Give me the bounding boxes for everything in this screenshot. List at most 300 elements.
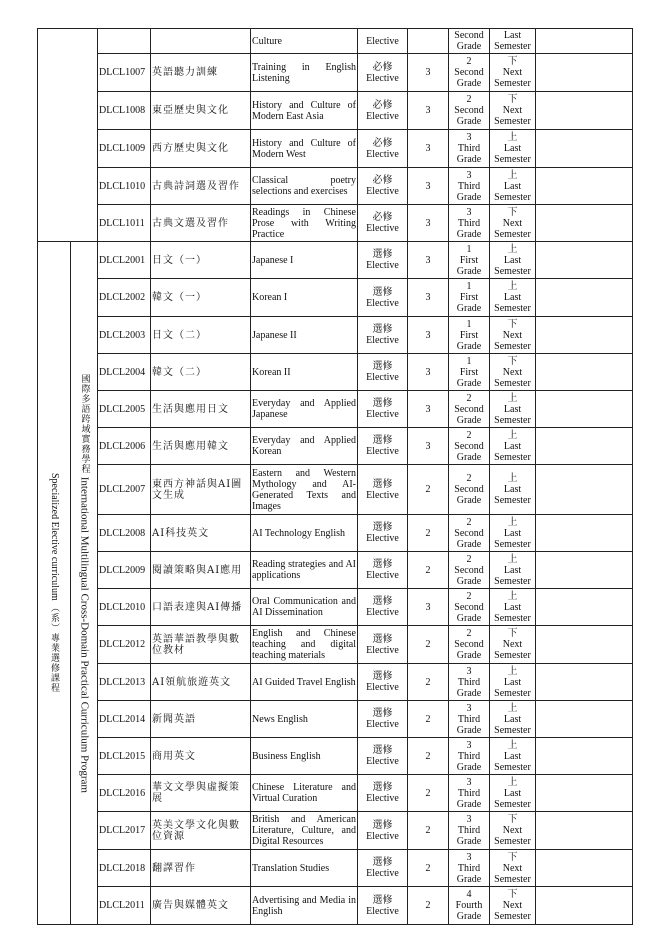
grade-number: 3 [466,851,472,863]
requirement [358,515,408,552]
semester-label: Semester [494,495,531,506]
grade-word: Second [454,527,484,539]
semester-zh: 下 [507,94,518,105]
credits: 2 [408,812,449,850]
requirement [358,465,408,515]
semester [490,812,536,850]
grade [449,279,490,317]
requirement [358,279,408,317]
semester-label: Semester [494,191,531,203]
program-label-en: International Multilingual Cross-Domain Practical Curriculum Program [78,476,91,793]
course-code: DLCL2007 [98,465,151,515]
semester-label: Semester [494,798,531,810]
course-code: DLCL1008 [98,92,151,130]
remarks-cell [536,626,633,664]
requirement-en: Elective [366,719,399,730]
course-code: DLCL2008 [98,515,151,552]
semester-label: Semester [494,575,531,587]
semester-label: Semester [494,911,531,922]
grade-label: Grade [456,451,482,463]
grade-word: Third [457,676,481,688]
semester-word: Last [503,254,522,266]
course-name-en: Korean I [251,279,358,317]
requirement-zh: 選修 [372,559,393,570]
course-name-zh: 古典詩詞選及習作 [151,168,251,205]
requirement [358,626,408,664]
course-name-en: Everyday and Applied Korean [251,428,358,465]
semester [490,465,536,515]
table-row [38,391,633,428]
requirement-zh: 選修 [372,708,393,719]
course-name-zh: 英語聽力訓練 [151,54,251,92]
semester-label: Semester [494,303,531,314]
semester-zh: 下 [507,56,518,67]
semester-word: Last [503,676,522,688]
grade [449,850,490,887]
semester-label: Semester [494,761,531,773]
course-name-en: News English [251,701,358,738]
semester-label: Semester [494,538,531,550]
course-name-zh: 閱讀策略與AI應用 [151,552,251,589]
grade-label: Grade [456,650,482,661]
grade-number: 2 [466,392,472,404]
grade-number: 2 [466,628,472,639]
semester [490,775,536,812]
remarks-cell [536,589,633,626]
table-row [38,279,633,317]
requirement-en: Elective [366,223,399,234]
remarks-cell [536,205,633,242]
grade [449,242,490,279]
grade-word: Second [454,484,484,495]
semester [490,205,536,242]
semester-zh: 上 [507,665,518,677]
grade-number: 3 [466,739,472,751]
grade-number: 3 [466,665,472,677]
grade [449,92,490,130]
course-code: DLCL2015 [98,738,151,775]
grade-label: Grade [456,116,482,127]
grade-label: Grade [456,154,482,165]
grade-number: 2 [466,56,472,67]
requirement [358,29,408,54]
grade-word: Third [457,217,481,229]
semester [490,54,536,92]
semester-zh: 下 [507,851,518,863]
requirement [358,887,408,925]
requirement [358,92,408,130]
credits: 3 [408,589,449,626]
grade-label: Grade [456,836,482,847]
requirement-en: Elective [366,644,399,656]
requirement [358,701,408,738]
course-code: DLCL2001 [98,242,151,279]
remarks-cell [536,391,633,428]
course-name-en: Training in English Listening [251,54,358,92]
semester-label: Semester [494,78,531,89]
course-name-zh: 廣告與媒體英文 [151,887,251,925]
semester [490,701,536,738]
semester-label: Semester [494,451,531,463]
grade-word: Third [457,862,481,874]
grade-number: 3 [466,702,472,714]
semester-label: Semester [494,650,531,661]
grade-label: Grade [456,687,482,699]
remarks-cell [536,354,633,391]
semester-zh: 上 [507,776,518,788]
semester-label: Semester [494,116,531,127]
grade-word: Second [454,67,484,78]
semester [490,29,536,54]
requirement-en: Elective [366,607,399,618]
requirement-en: Elective [366,110,399,122]
semester-word: Next [502,639,523,650]
semester [490,317,536,354]
program-cell [71,242,98,925]
semester-word: Last [503,484,522,495]
grade-number: 1 [466,318,472,330]
semester-word: Next [502,900,523,911]
specialized-elective-label [48,473,60,693]
grade [449,130,490,168]
semester-word: Next [502,825,523,836]
table-row [38,465,633,515]
course-code: DLCL2011 [98,887,151,925]
credits: 3 [408,354,449,391]
credits: 3 [408,130,449,168]
requirement-zh: 必修 [372,175,393,186]
table-row [38,92,633,130]
course-code: DLCL2014 [98,701,151,738]
grade-label: Grade [456,41,482,52]
course-name-zh: 韓文（二） [151,354,251,391]
table-row [38,168,633,205]
course-code: DLCL2013 [98,664,151,701]
grade-number: 2 [466,94,472,105]
grade-word: First [459,329,479,341]
grade [449,775,490,812]
grade-word: Third [457,713,481,725]
semester [490,552,536,589]
requirement-en: Elective [366,830,399,842]
table-row [38,701,633,738]
semester [490,738,536,775]
remarks-cell [536,465,633,515]
course-name-zh: 華文文學與虛擬策展 [151,775,251,812]
requirement-zh: 選修 [372,819,393,831]
semester-label: Semester [494,41,531,52]
credits: 2 [408,701,449,738]
course-name-zh: 翻譯習作 [151,850,251,887]
table-row [38,812,633,850]
table-row [38,130,633,168]
table-row [38,242,633,279]
remarks-cell [536,775,633,812]
credits: 2 [408,552,449,589]
requirement-zh: 選修 [372,398,393,409]
credits: 3 [408,242,449,279]
grade [449,515,490,552]
semester [490,92,536,130]
course-name-zh: 英語華語教學與數位教材 [151,626,251,664]
requirement-zh: 必修 [372,212,393,223]
semester-zh: 上 [507,281,518,292]
semester-word: Last [503,143,522,154]
grade [449,168,490,205]
course-code: DLCL2016 [98,775,151,812]
course-name-en: Chinese Literature and Virtual Curation [251,775,358,812]
requirement-zh: 選修 [372,894,393,906]
requirement-en: Elective [366,868,399,879]
requirement [358,205,408,242]
requirement-zh: 選修 [372,249,393,260]
course-name-zh: 商用英文 [151,738,251,775]
semester [490,626,536,664]
semester-zh: 上 [507,702,518,714]
remarks-cell [536,54,633,92]
course-name-zh: AI科技英文 [151,515,251,552]
remarks-cell [536,317,633,354]
grade-label: Grade [456,761,482,773]
grade-label: Grade [456,191,482,203]
grade-label: Grade [456,724,482,736]
credits: 3 [408,279,449,317]
semester [490,242,536,279]
semester [490,168,536,205]
course-name-en: Translation Studies [251,850,358,887]
requirement-en: Elective [366,756,399,767]
requirement-en: Elective [366,409,399,420]
table-row [38,738,633,775]
credits: 2 [408,887,449,925]
requirement-zh: 選修 [372,671,393,682]
grade [449,812,490,850]
credits: 2 [408,738,449,775]
course-name-zh: 英美文學文化與數位資源 [151,812,251,850]
course-name-zh: 新聞英語 [151,701,251,738]
requirement-en: Elective [366,446,399,457]
course-name-en: History and Culture of Modern West [251,130,358,168]
table-body [38,29,633,925]
requirement-en: Elective [366,35,399,47]
requirement [358,664,408,701]
grade-label: Grade [456,911,482,922]
course-name-en: AI Guided Travel English [251,664,358,701]
credits: 3 [408,54,449,92]
requirement-en: Elective [366,570,399,581]
requirement-en: Elective [366,260,399,271]
course-code: DLCL2003 [98,317,151,354]
semester-word: Last [503,750,522,762]
requirement [358,589,408,626]
grade-label: Grade [456,303,482,314]
course-name-en: Eastern and Western Mythology and AI-Generated Texts and Images [251,465,358,515]
remarks-cell [536,515,633,552]
course-name-en: Japanese I [251,242,358,279]
grade [449,552,490,589]
requirement-en: Elective [366,372,399,383]
table-row [38,552,633,589]
program-label [79,374,90,793]
grade [449,29,490,54]
course-name-zh: 日文（一） [151,242,251,279]
semester-word: Last [503,601,522,613]
remarks-cell [536,552,633,589]
semester-label: Semester [494,228,531,240]
remarks-cell [536,29,633,54]
requirement-zh: 選修 [372,522,393,533]
course-name-zh [151,29,251,54]
semester-word: Next [502,105,523,116]
course-name-zh: 日文（二） [151,317,251,354]
remarks-cell [536,168,633,205]
requirement [358,775,408,812]
grade-word: Third [457,143,481,154]
course-code: DLCL2005 [98,391,151,428]
requirement-en: Elective [366,489,399,501]
requirement-en: Elective [366,72,399,84]
grade [449,664,490,701]
requirement-en: Elective [366,682,399,693]
grade-label: Grade [456,495,482,506]
table-row [38,589,633,626]
course-code: DLCL2009 [98,552,151,589]
specialized-elective-cell [38,242,71,925]
course-code: DLCL2004 [98,354,151,391]
semester-word: Last [503,787,522,799]
course-name-zh: 古典文選及習作 [151,205,251,242]
semester-label: Semester [494,687,531,699]
grade-number: 2 [466,429,472,441]
requirement-zh: 選修 [372,633,393,645]
grade-word: First [459,366,479,378]
course-name-zh: AI領航旅遊英文 [151,664,251,701]
requirement-en: Elective [366,186,399,197]
grade-label: Grade [456,798,482,810]
semester-word: Next [502,217,523,229]
grade-number: 1 [466,355,472,367]
grade-number: 2 [466,516,472,528]
table-row [38,317,633,354]
remarks-cell [536,664,633,701]
semester-zh: 下 [507,206,518,218]
grade-number: 3 [466,132,472,143]
requirement-en: Elective [366,297,399,309]
course-name-en: Advertising and Media in English [251,887,358,925]
requirement-zh: 選修 [372,745,393,756]
credits: 2 [408,850,449,887]
requirement [358,738,408,775]
requirement [358,54,408,92]
credits: 3 [408,428,449,465]
grade [449,701,490,738]
grade-label: Grade [456,873,482,885]
course-code: DLCL2006 [98,428,151,465]
requirement [358,850,408,887]
requirement-en: Elective [366,793,399,804]
requirement-zh: 選修 [372,478,393,490]
semester-zh: 上 [507,590,518,602]
grade-label: Grade [456,265,482,277]
course-code: DLCL2017 [98,812,151,850]
semester-zh: 下 [507,889,518,900]
course-name-en: Business English [251,738,358,775]
semester-zh: 上 [507,473,518,484]
remarks-cell [536,242,633,279]
grade [449,738,490,775]
course-name-zh: 生活與應用日文 [151,391,251,428]
course-name-en: English and Chinese teaching and digital teaching materials [251,626,358,664]
credits: 2 [408,664,449,701]
requirement-zh: 選修 [372,596,393,607]
requirement [358,428,408,465]
grade-number: 4 [466,889,472,900]
semester-word: Next [502,329,523,341]
course-code: DLCL1007 [98,54,151,92]
credits: 2 [408,626,449,664]
credits [408,29,449,54]
remarks-cell [536,130,633,168]
requirement-en: Elective [366,148,399,160]
semester-label: Semester [494,154,531,165]
semester-label: Semester [494,612,531,624]
semester-zh: 上 [507,169,518,181]
requirement-zh: 選修 [372,286,393,298]
semester-zh: 下 [507,355,518,367]
requirement-zh: 必修 [372,61,393,73]
grade [449,391,490,428]
semester-word: Next [502,366,523,378]
grade-word: First [459,292,479,303]
semester-word: Next [502,67,523,78]
requirement-zh: 必修 [372,137,393,149]
table-row [38,29,633,54]
semester-label: Semester [494,340,531,352]
remarks-cell [536,428,633,465]
credits: 3 [408,391,449,428]
grade-number: 2 [466,473,472,484]
grade [449,887,490,925]
requirement [358,317,408,354]
course-code: DLCL2018 [98,850,151,887]
course-code: DLCL2010 [98,589,151,626]
course-code: DLCL1011 [98,205,151,242]
grade-word: Third [457,180,481,192]
grade-number: 3 [466,776,472,788]
course-code: DLCL1009 [98,130,151,168]
semester [490,279,536,317]
course-name-zh: 東西方神話與AI圖文生成 [151,465,251,515]
semester-zh: 上 [507,243,518,255]
grade-label: Grade [456,78,482,89]
requirement [358,354,408,391]
course-name-en: AI Technology English [251,515,358,552]
grade-label: Grade [456,575,482,587]
curriculum-table [37,28,633,925]
grade-label: Grade [456,414,482,426]
table-row [38,205,633,242]
grade [449,54,490,92]
grade-word: Second [454,30,484,41]
requirement-zh: 選修 [372,435,393,446]
semester-word: Last [503,713,522,725]
grade-word: Third [457,787,481,799]
semester-label: Semester [494,873,531,885]
requirement-en: Elective [366,905,399,917]
grade [449,589,490,626]
requirement [358,552,408,589]
course-name-en: Oral Communication and AI Dissemination [251,589,358,626]
